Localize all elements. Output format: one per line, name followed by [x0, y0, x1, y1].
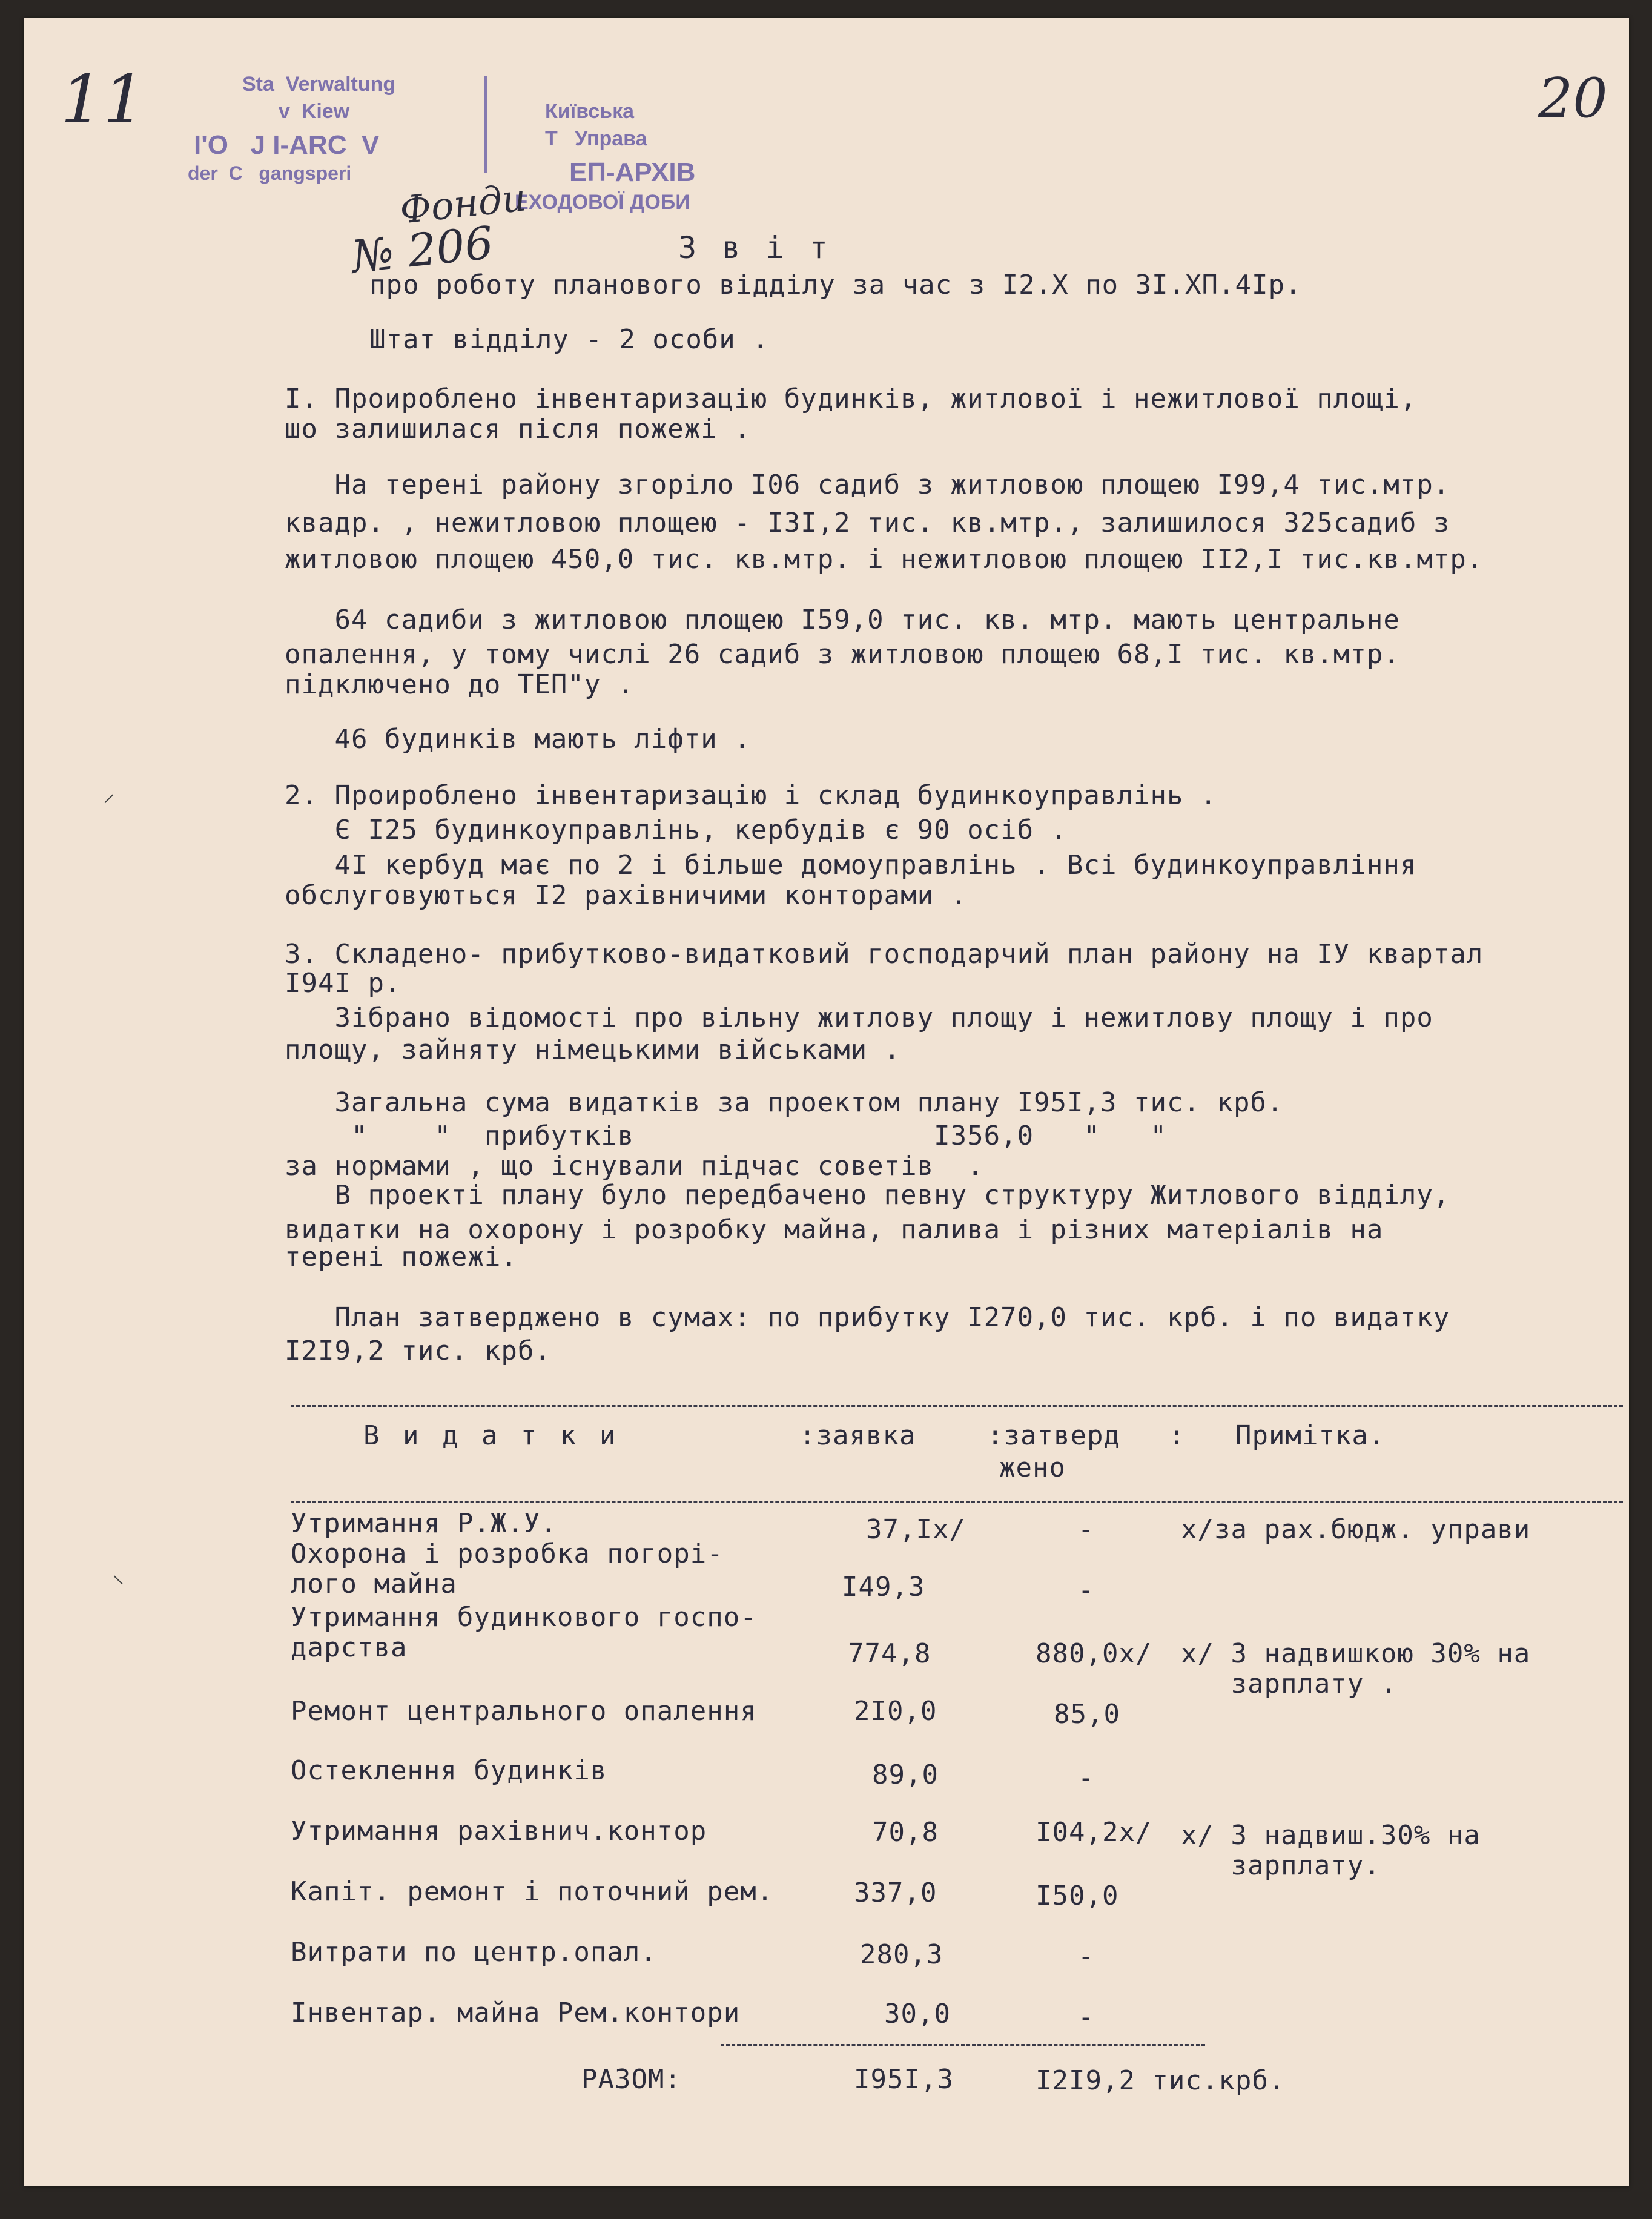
archive-mark: 11 [61, 61, 145, 138]
table-header-rule [291, 1501, 1623, 1503]
fond-number: № 206 [349, 216, 496, 284]
header-request: :заявка [799, 1420, 916, 1451]
header-approved-cont: жено [999, 1452, 1066, 1483]
edge-mark: ⸜ [112, 1561, 124, 1589]
staff-line: Штат відділу - 2 особи . [369, 324, 769, 355]
total-request: І95І,3 [854, 2064, 954, 2095]
header-separator: : [1169, 1420, 1186, 1451]
stamp-de-line1: Sta Verwaltung [242, 73, 396, 96]
total-label: РАЗОМ: [581, 2064, 681, 2095]
stamp-ua-line3: ЕП-АРХІВ [569, 157, 696, 187]
report-subtitle: про роботу планового відділу за час з І2.Х по ЗІ.ХП.4Ір. [369, 270, 1302, 300]
stamp-de-line4: der C gangsperi [188, 162, 352, 184]
page-number: 20 [1538, 67, 1608, 130]
table-top-rule [291, 1405, 1623, 1407]
stamp-divider [484, 76, 487, 173]
report-title: З в і т [678, 230, 831, 265]
header-expenses: В и д а т к и [363, 1420, 620, 1451]
edge-mark: ⸝ [103, 779, 115, 807]
stamp-ua-line4: ЕХОДОВОЇ ДОБИ [515, 191, 690, 214]
stamp-de-line3: I'O J I-ARC V [194, 130, 380, 160]
fond-word: Фонди [397, 175, 529, 233]
stamp-ua-line2: Т Управа [545, 127, 647, 150]
header-approved: :затверд [987, 1420, 1120, 1451]
total-approved: І2І9,2 тис.крб. [1036, 2065, 1286, 2096]
document-page: 11 20 Sta Verwaltung v Kiew I'O J I-ARC V der C gangsperi Київська Т Управа ЕП-АРХІВ ЕХОДОВОЇ ДОБИ Фонди № 206 З в і т про роботу планового відділу за час з І2.Х по ЗІ.ХП.4Ір. Штат відділу - 2 особи . І. Проироблено інвентаризацію будинків, житлової і нежитлової площі, шо залишилася після пожежі . На терені району згоріло І06 садиб з житловою площею І99,4 тис.мтр. квадр. , нежитловою площею - ІЗІ,2 тис. кв.мтр., залишилося 325садиб з житловою площею 450,0 тис. кв.мтр. і нежитловою площею ІІ2,І тис.кв.мтр. 64 садиби з житловою площею І59,0 тис. кв. мтр. мають центральне опалення, у тому числі 26 садиб з житловою площею 68,І тис. кв.мтр. підключено до ТЕП"у . 46 будинків мають ліфти . 2. Проироблено інвентаризацію і склад будинкоуправлінь . Є І25 будинкоуправлінь, кербудів є 90 осіб . 4І кербуд має по 2 і більше домоуправлінь . Всі будинкоуправління обслуговуються І2 рахівничими конторами . 3. Складено- прибутково-видатковий господарчий план району на ІУ квартал І94І р. Зібрано відомості про вільну житлову площу і нежитлову площу і про площу, зайняту німецькими військами . Загальна сума видатків за проектом плану І95І,З тис. крб. " " прибутків І356,0 " " за нормами , що існували підчас советів . В проекті плану було передбачено певну структуру Житлового відділу, видатки на охорону і розробку майна, палива і різних матеріалів на терені пожежі. План затверджено в сумах: по прибутку І270,0 тис. крб. і по видатку І2І9,2 тис. крб. В и д а т к и :заявка :затверд жено : Примітка. Утримання Р.Ж.У. 37,Іх/ - х/за рах.бюдж. управи Охорона і розробка погорі- лого майна І49,3 - Утримання будинкового госпо- дарства 774,8 880,0х/ х/ З надвишкою 30% на зарплату . Ремонт центрального опалення 2І0,0 85,0 Остеклення будинків 89,0 - Утримання рахівнич.контор 70,8 І04,2х/ х/ З надвиш.30% на зарплату. Капіт. ремонт і поточний рем. 337,0 І50,0 Витрати по центр.опал. 280,3 - Інвентар. майна Рем.контори 30,0 - РАЗОМ: І95І,3 І2І9,2 тис.крб. ⸝ ⸜ [24, 18, 1629, 2186]
stamp-ua-line1: Київська [545, 100, 635, 123]
total-rule [721, 2044, 1205, 2046]
stamp-de-line2: v Kiew [279, 100, 350, 123]
header-note: Примітка. [1235, 1420, 1386, 1451]
